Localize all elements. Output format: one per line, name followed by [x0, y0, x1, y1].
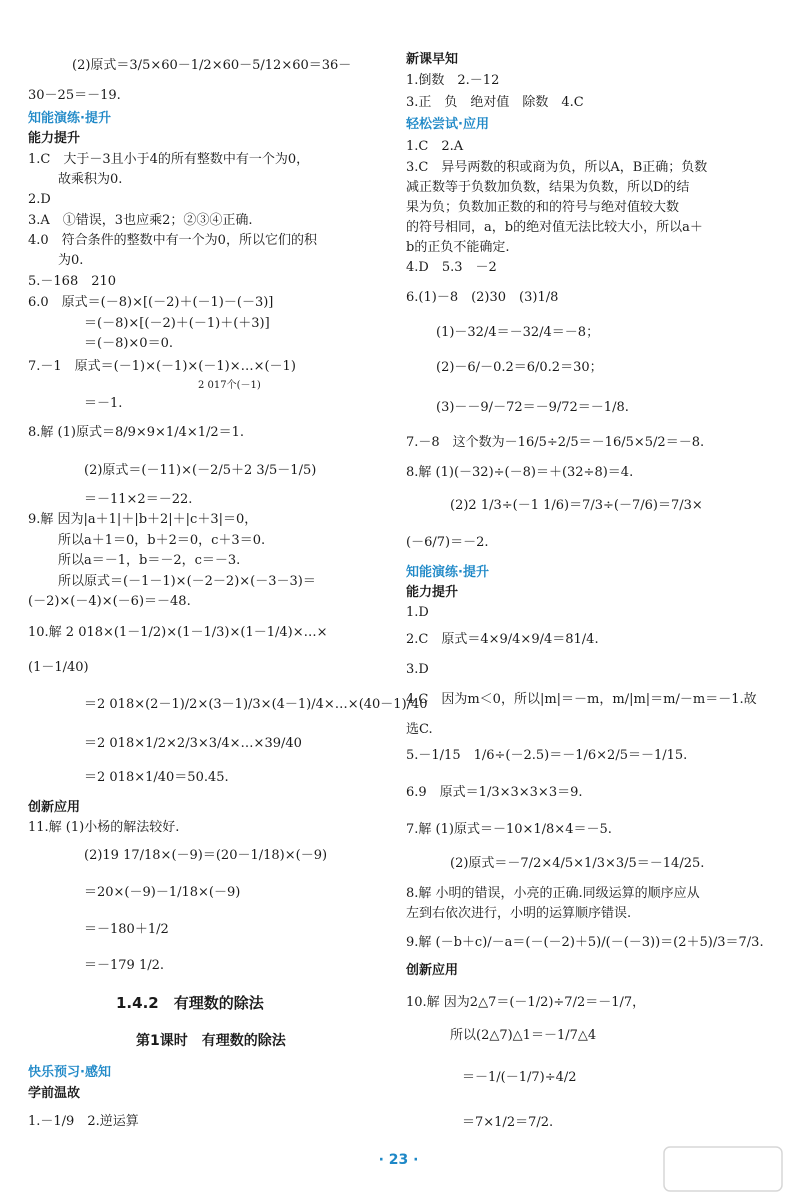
answer-line: (2)原式＝(－11)×(－2/5＋2 3/5－1/5) [84, 463, 317, 478]
section-heading: 轻松尝试·应用 [406, 117, 489, 132]
answer-line: 8.解 小明的错误，小亮的正确.同级运算的顺序应从 [406, 886, 700, 901]
subsection-heading: 创新应用 [406, 963, 459, 978]
answer-line: 左到右依次进行，小明的运算顺序错误. [406, 906, 632, 921]
answer-line: 为0. [58, 253, 84, 268]
answer-line: ＝2 018×1/40＝50.45. [84, 770, 229, 785]
section-heading: 快乐预习·感知 [28, 1065, 111, 1080]
answer-line: ＝－180＋1/2 [84, 922, 169, 937]
answer-line: (2)2 1/3÷(－1 1/6)＝7/3÷(－7/6)＝7/3× [450, 498, 703, 513]
answer-line: (2)19 17/18×(－9)＝(20－1/18)×(－9) [84, 848, 328, 863]
answer-line: (2)原式＝－7/2×4/5×1/3×3/5＝－14/25. [450, 856, 705, 871]
answer-line: 减正数等于负数加负数，结果为负数，所以D的结 [406, 180, 690, 195]
answer-line: ＝2 018×1/2×2/3×3/4×…×39/40 [84, 736, 302, 751]
subsection-heading: 创新应用 [28, 800, 81, 815]
answer-line: ＝20×(－9)－1/18×(－9) [84, 885, 241, 900]
answer-line: ＝7×1/2＝7/2. [462, 1115, 554, 1130]
answer-line: (1－1/40) [28, 660, 89, 675]
lesson-subtitle: 第1课时 有理数的除法 [136, 1033, 286, 1049]
answer-line: 所以原式＝(－1－1)×(－2－2)×(－3－3)＝ [58, 574, 316, 589]
answer-line: 3.正 负 绝对值 除数 4.C [406, 95, 584, 110]
answer-line: (1)－32/4＝－32/4＝－8； [436, 325, 600, 340]
right-column [406, 0, 781, 1150]
answer-line: 6.9 原式＝1/3×3×3×3＝9. [406, 785, 583, 800]
answer-line: 1.－1/9 2.逆运算 [28, 1114, 139, 1129]
answer-line: 4.C 因为m＜0，所以|m|＝－m，m/|m|＝m/－m＝－1.故 [406, 692, 757, 707]
answer-line: 10.解 因为2△7＝(－1/2)÷7/2＝－1/7， [406, 995, 646, 1010]
page-number: · 23 · [378, 1152, 419, 1168]
answer-line: 6.(1)－8 (2)30 (3)1/8 [406, 290, 559, 305]
answer-line: ＝－1. [84, 396, 123, 411]
answer-line: 3.C 异号两数的积或商为负，所以A，B正确；负数 [406, 160, 708, 175]
answer-line: 1.C 2.A [406, 139, 464, 154]
answer-line: 果为负；负数加正数的和的符号与绝对值较大数 [406, 200, 680, 215]
answer-line: 故乘积为0. [58, 172, 123, 187]
answer-line: 4.0 符合条件的整数中有一个为0，所以它们的积 [28, 233, 317, 248]
answer-line: ＝－1/(－1/7)÷4/2 [462, 1070, 577, 1085]
answer-line: (－2)×(－4)×(－6)＝－48. [28, 594, 191, 609]
answer-line: 所以a＋1＝0，b＋2＝0，c＋3＝0. [58, 533, 266, 548]
subsection-heading: 能力提升 [406, 585, 459, 600]
answer-line: 8.解 (1)原式＝8/9×9×1/4×1/2＝1. [28, 425, 245, 440]
answer-line: b的正负不能确定. [406, 240, 510, 255]
watermark-icon [663, 1146, 783, 1192]
brace-label: 2 017个(－1) [198, 380, 261, 391]
answer-line: 的符号相同，a，b的绝对值无法比较大小，所以a＋ [406, 220, 703, 235]
answer-line: ＝－11×2＝－22. [84, 492, 193, 507]
answer-line: 30－25＝－19. [28, 88, 121, 103]
answer-line: 1.D [406, 605, 429, 620]
answer-line: 6.0 原式＝(－8)×[(－2)＋(－1)－(－3)] [28, 295, 274, 310]
answer-line: 4.D 5.3 －2 [406, 260, 497, 275]
section-heading: 知能演练·提升 [406, 565, 489, 580]
answer-line: 所以a＝－1，b＝－2，c＝－3. [58, 553, 241, 568]
answer-line: (－6/7)＝－2. [406, 535, 489, 550]
answer-line: 5.－1/15 1/6÷(－2.5)＝－1/6×2/5＝－1/15. [406, 748, 688, 763]
watermark-logo [663, 1146, 783, 1192]
answer-line: ＝(－8)×0＝0. [84, 336, 173, 351]
answer-line: (2)原式＝3/5×60－1/2×60－5/12×60＝36－ [72, 58, 352, 73]
answer-line: 7.－8 这个数为－16/5÷2/5＝－16/5×5/2＝－8. [406, 435, 705, 450]
answer-line: 5.－168 210 [28, 274, 117, 289]
answer-line: (3)－－9/－72＝－9/72＝－1/8. [436, 400, 629, 415]
subsection-heading: 新课早知 [406, 52, 459, 67]
answer-line: 7.解 (1)原式＝－10×1/8×4＝－5. [406, 822, 612, 837]
answer-line: 11.解 (1)小杨的解法较好. [28, 820, 180, 835]
answer-line: 3.A ①错误，3也应乘2；②③④正确. [28, 213, 253, 228]
answer-line: 2.D [28, 192, 51, 207]
answer-line: 2.C 原式＝4×9/4×9/4＝81/4. [406, 632, 599, 647]
answer-line: ＝2 018×(2－1)/2×(3－1)/3×(4－1)/4×…×(40－1)/40 [84, 697, 428, 712]
answer-line: ＝(－8)×[(－2)＋(－1)＋(＋3)] [84, 316, 270, 331]
answer-line: 选C. [406, 722, 433, 737]
subsection-heading: 能力提升 [28, 131, 81, 146]
answer-line: 8.解 (1)(－32)÷(－8)＝＋(32÷8)＝4. [406, 465, 634, 480]
answer-line: 10.解 2 018×(1－1/2)×(1－1/3)×(1－1/4)×…× [28, 625, 328, 640]
answer-line: ＝－179 1/2. [84, 958, 164, 973]
answer-line: 9.解 因为|a＋1|＋|b＋2|＋|c＋3|＝0， [28, 512, 258, 527]
lesson-title: 1.4.2 有理数的除法 [116, 994, 264, 1012]
answer-line: (2)－6/－0.2＝6/0.2＝30； [436, 360, 603, 375]
answer-line: 9.解 (－b＋c)/－a＝(－(－2)＋5)/(－(－3))＝(2＋5)/3＝7/3. [406, 935, 764, 950]
answer-line: 3.D [406, 662, 429, 677]
subsection-heading: 学前温故 [28, 1086, 81, 1101]
answer-line: 所以(2△7)△1＝－1/7△4 [450, 1028, 597, 1043]
section-heading: 知能演练·提升 [28, 111, 111, 126]
answer-line: 1.倒数 2.－12 [406, 73, 500, 88]
answer-line: 1.C 大于－3且小于4的所有整数中有一个为0， [28, 152, 310, 167]
answer-line: 7.－1 原式＝(－1)×(－1)×(－1)×…×(－1) [28, 359, 296, 374]
